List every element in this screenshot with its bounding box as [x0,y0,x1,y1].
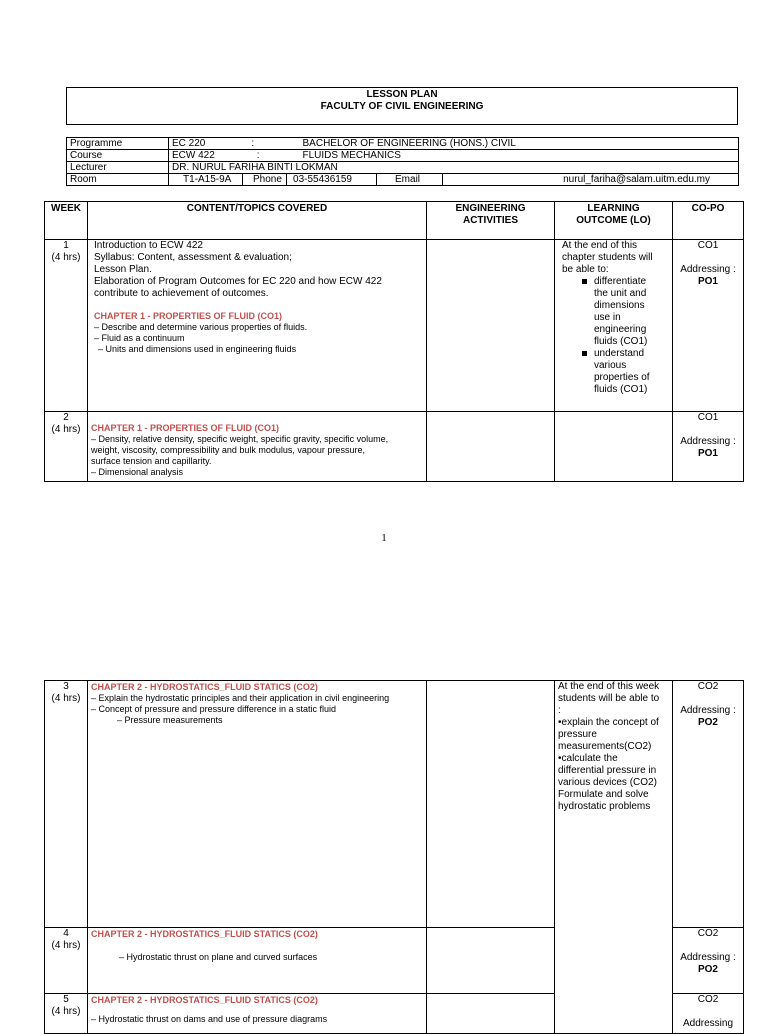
lecturer-label: Lecturer [67,162,169,174]
bullet-line: use in [594,312,621,323]
co-value: CO2 [697,928,719,939]
lesson-plan-table [44,201,744,482]
co-value: CO2 [697,994,719,1005]
outcome-bullet [558,276,669,348]
topic-line: – Hydrostatic thrust on plane and curved surfaces [119,952,318,962]
activities-cell [427,412,555,482]
week-cell [45,928,88,994]
phone-value: 03-55436159 [287,174,377,186]
table-row [45,240,744,412]
co-value: CO2 [697,681,719,692]
bullet-square-icon [582,279,587,284]
topic-line: – Pressure measurements [117,715,223,725]
chapter-heading: CHAPTER 2 - HYDROSTATICS_FLUID STATICS (CO2) [91,682,318,692]
week-number: 5 [63,994,69,1005]
topic-line: weight, viscosity, compressibility and bulk modulus, vapour pressure, [91,445,365,455]
bullet-line: properties of [594,372,650,383]
po-value: PO1 [697,448,718,459]
week-number: 3 [63,681,69,692]
outcome-line: measurements(CO2) [558,741,652,752]
week-hours: (4 hrs) [51,693,81,704]
content-cell [88,240,427,412]
activities-header-line1: ENGINEERING [455,203,526,214]
content-cell [88,412,427,482]
outcome-line: : [558,705,561,716]
document-header [66,87,738,125]
copo-cell [673,240,744,412]
course-sep: : [256,150,260,161]
chapter-heading: CHAPTER 1 - PROPERTIES OF FLUID (CO1) [91,423,280,433]
week-hours: (4 hrs) [51,424,81,435]
activities-cell [427,928,555,994]
activities-cell [427,994,555,1034]
programme-name: BACHELOR OF ENGINEERING (HONS.) CIVIL [275,138,739,150]
outcome-header [555,202,673,240]
activities-cell [427,681,555,928]
outcome-cell [555,412,673,482]
topic-line: – Describe and determine various properties of fluids. [94,322,308,332]
room-value: T1-A15-9A [169,174,243,186]
chapter-heading: CHAPTER 2 - HYDROSTATICS_FLUID STATICS (CO2) [91,995,318,1005]
content-cell [88,994,427,1034]
topic-line: – Fluid as a continuum [94,333,185,343]
lesson-plan-table-continued [44,680,744,1034]
addressing-label: Addressing [682,1018,734,1029]
bullet-line: understand [594,348,645,359]
week-number: 1 [63,240,69,251]
topic-line: – Units and dimensions used in engineering fluids [98,344,297,354]
content-cell [88,681,427,928]
email-label: Email [377,174,443,186]
po-value: PO2 [697,717,718,728]
week-number: 4 [63,928,69,939]
topic-line: – Explain the hydrostatic principles and their application in civil engineering [91,693,390,703]
bullet-line: fluids (CO1) [594,336,648,347]
week-hours: (4 hrs) [51,940,81,951]
outcome-line: pressure [558,729,597,740]
course-code-cell [169,150,275,162]
bullet-line: various [594,360,627,371]
email-value: nurul_fariha@salam.uitm.edu.my [443,174,739,186]
content-cell [88,928,427,994]
activities-header-line2: ACTIVITIES [462,215,518,226]
addressing-label: Addressing : [680,436,736,447]
programme-label: Programme [67,138,169,150]
copo-header: CO-PO [673,202,744,240]
week-hours: (4 hrs) [51,1006,81,1017]
header-faculty: FACULTY OF CIVIL ENGINEERING [320,101,484,112]
outcome-line: •explain the concept of [558,717,659,728]
topic-line: – Dimensional analysis [91,467,184,477]
outcome-cell [555,681,673,1034]
po-value: PO2 [697,964,718,975]
table-header-row [45,202,744,240]
outcome-bullets [558,276,669,396]
content-line: Syllabus: Content, assessment & evaluation; [94,252,292,263]
activities-cell [427,240,555,412]
chapter-heading: CHAPTER 2 - HYDROSTATICS_FLUID STATICS (CO2) [91,929,318,939]
phone-label: Phone [243,174,287,186]
co-value: CO1 [697,240,719,251]
topic-line: surface tension and capillarity. [91,456,212,466]
outcome-line: At the end of this week [558,681,660,692]
content-header: CONTENT/TOPICS COVERED [88,202,427,240]
bullet-line: dimensions [594,300,645,311]
programme-code: EC 220 [172,138,206,149]
po-value: PO1 [697,276,718,287]
outcome-line: At the end of this [562,240,638,251]
activities-header [427,202,555,240]
bullet-line: fluids (CO1) [594,384,648,395]
outcome-line: Formulate and solve [558,789,649,800]
content-line: Introduction to ECW 422 [94,240,203,251]
programme-sep: : [251,138,255,149]
week-cell [45,681,88,928]
course-code: ECW 422 [172,150,215,161]
outcome-line: differential pressure in [558,765,657,776]
content-line: Elaboration of Program Outcomes for EC 220 and how ECW 422 [94,276,382,287]
addressing-label: Addressing : [680,705,736,716]
outcome-line: be able to: [562,264,609,275]
outcome-line: chapter students will [562,252,653,263]
week-header: WEEK [45,202,88,240]
content-line: Lesson Plan. [94,264,152,275]
header-title: LESSON PLAN [366,89,438,100]
outcome-line: •calculate the [558,753,618,764]
programme-row [67,138,739,150]
outcome-cell [555,240,673,412]
course-label: Course [67,150,169,162]
outcome-header-line1: LEARNING [587,203,640,214]
lecturer-name: DR. NURUL FARIHA BINTI LOKMAN [169,162,739,174]
outcome-line: students will be able to [558,693,660,704]
bullet-line: the unit and [594,288,647,299]
course-info-table [66,137,739,186]
lecturer-row [67,162,739,174]
week-hours: (4 hrs) [51,252,81,263]
chapter-heading: CHAPTER 1 - PROPERTIES OF FLUID (CO1) [94,311,283,321]
course-name: FLUIDS MECHANICS [275,150,739,162]
copo-cell [673,681,744,928]
outcome-line: various devices (CO2) [558,777,657,788]
week-number: 2 [63,412,69,423]
co-value: CO1 [697,412,719,423]
week-cell [45,240,88,412]
outcome-line: hydrostatic problems [558,801,651,812]
addressing-label: Addressing : [680,952,736,963]
content-line: contribute to achievement of outcomes. [94,288,269,299]
table-row [45,412,744,482]
programme-code-cell [169,138,275,150]
table-row [45,681,744,928]
outcome-header-line2: OUTCOME (LO) [576,215,651,226]
week-cell [45,994,88,1034]
topic-line: – Density, relative density, specific weight, specific gravity, specific volume, [91,434,389,444]
week-cell [45,412,88,482]
bullet-square-icon [582,351,587,356]
addressing-label: Addressing : [680,264,736,275]
course-row [67,150,739,162]
page-number: 1 [381,532,387,544]
topic-line: – Concept of pressure and pressure difference in a static fluid [91,704,336,714]
room-label: Room [67,174,169,186]
bullet-line: engineering [594,324,647,335]
topic-line: – Hydrostatic thrust on dams and use of pressure diagrams [91,1014,328,1024]
copo-cell [673,928,744,994]
copo-cell [673,994,744,1034]
outcome-bullet [558,348,669,396]
room-row [67,174,739,186]
bullet-line: differentiate [594,276,647,287]
copo-cell [673,412,744,482]
